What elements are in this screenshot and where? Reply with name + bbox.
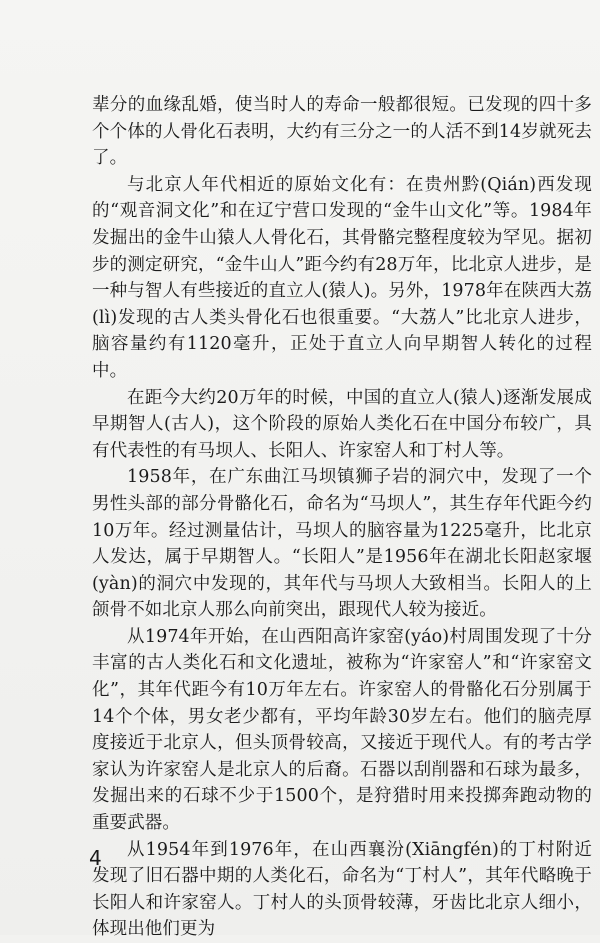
body-text xyxy=(92,92,592,943)
paragraph: 在距今大约20万年的时候，中国的直立人(猿人)逐渐发展成早期智人(古人)，这个阶段的原始人类化石在中国分布较广，具有代表性的有马坝人、长阳人、许家窑人和丁村人等。 xyxy=(92,387,592,461)
paragraph: 1958年，在广东曲江马坝镇狮子岩的洞穴中，发现了一个男性头部的部分骨骼化石，命名为“马坝人”，其生存年代距今约10万年。经过测量估计，马坝人的脑容量为1225毫升，比北京人发达，属于早期智人。“长阳人”是1956年在湖北长阳赵家堰(yàn)的洞穴中发现的，其年代与马坝人大致相当。长阳人的上颌骨不如北京人那么向前突出，跟现代人较为接近。 xyxy=(92,467,592,621)
paragraph: 从1954年到1976年，在山西襄汾(Xiāngfén)的丁村附近发现了旧石器中期的人类化石，命名为“丁村人”，其年代略晚于长阳人和许家窑人。丁村人的头顶骨较薄，牙齿比北京人细小，体现出他们更为 xyxy=(92,839,592,940)
paragraph: 与北京人年代相近的原始文化有：在贵州黔(Qián)西发现的“观音洞文化”和在辽宁营口发现的“金牛山文化”等。1984年发掘出的金牛山猿人人骨化石，其骨骼完整程度较为罕见。据初步的测定研究，“金牛山人”距今约有28万年，比北京人进步，是一种与智人有些接近的直立人(猿人)。另外，1978年在陕西大荔(lì)发现的古人类头骨化石也很重要。“大荔人”比北京人进步，脑容量约有1120毫升，正处于直立人向早期智人转化的过程中。 xyxy=(92,174,592,381)
paragraph: 辈分的血缘乱婚，使当时人的寿命一般都很短。已发现的四十多个个体的人骨化石表明，大约有三分之一的人活不到14岁就死去了。 xyxy=(92,95,592,169)
page-number: 4 xyxy=(89,846,102,870)
paragraph: 从1974年开始，在山西阳高许家窑(yáo)村周围发现了十分丰富的古人类化石和文化遗址，被称为“许家窑人”和“许家窑文化”，其年代距今有10万年左右。许家窑人的骨骼化石分别属于14个个体，男女老少都有，平均年龄30岁左右。他们的脑壳厚度接近于北京人，但头顶骨较高，又接近于现代人。有的考古学家认为许家窑人是北京人的后裔。石器以刮削器和石球为最多，发掘出来的石球不少于1500个，是狩猎时用来投掷奔跑动物的重要武器。 xyxy=(92,626,592,834)
